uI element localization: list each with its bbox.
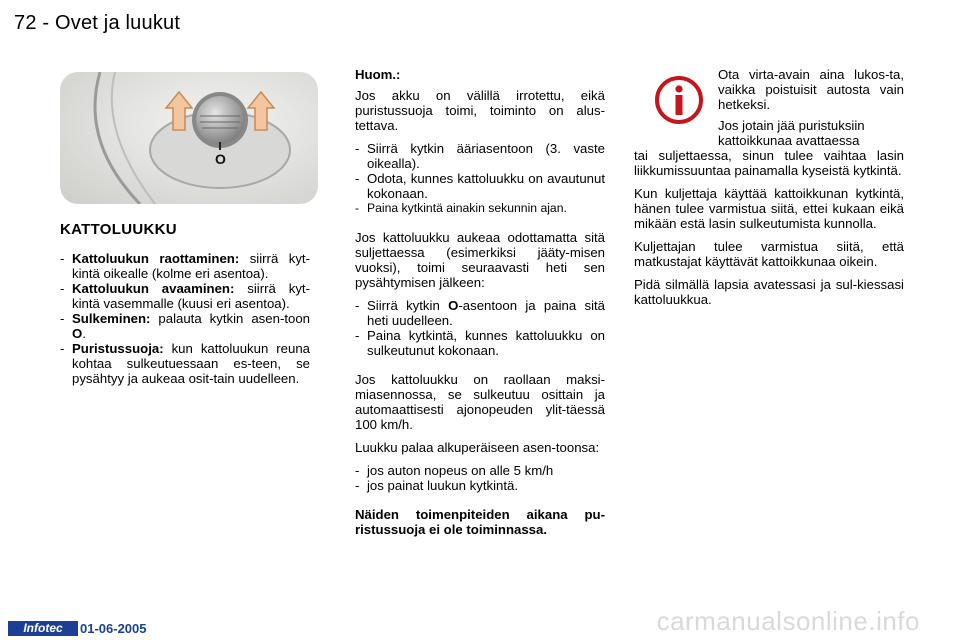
- item-text: siirrä kyt-kintä vasemmalle (kuusi eri asentoa).: [72, 281, 310, 311]
- watermark: carmanualsonline.info: [656, 606, 920, 636]
- list-item: - Puristussuoja: kun kattoluukun reuna kohtaa sulkeutuessaan es-teen, se pysähtyy ja aukeaa osit-tain uudelleen.: [60, 341, 310, 386]
- column-right: [634, 148, 904, 315]
- column-middle: [355, 67, 605, 545]
- list-item: - Odota, kunnes kattoluukku on avautunut kokonaan.: [355, 171, 605, 201]
- footer-date: 01-06-2005: [80, 621, 147, 636]
- paragraph: tai suljettaessa, sinun tulee vaihtaa lasin liikkumissuuntaa painamalla kyseistä kytkintä.: [634, 148, 904, 178]
- list-item: - Siirrä kytkin O-asentoon ja paina sitä heti uudelleen.: [355, 298, 606, 328]
- list-item: - Paina kytkintä, kunnes kattoluukku on sulkeutunut kokonaan.: [355, 328, 605, 358]
- list-item: - jos auton nopeus on alle 5 km/h: [355, 463, 554, 478]
- paragraph: Luukku palaa alkuperäiseen asen-toonsa:: [355, 440, 600, 455]
- item-text: kun kattoluukun reuna kohtaa sulkeutuessaan es-teen, se pysähtyy ja aukeaa osit-tain uudelleen.: [72, 341, 310, 386]
- info-text: kattoikkunaa avattaessa: [718, 133, 860, 148]
- paragraph: Jos kattoluukku aukeaa odottamatta sitä suljettaessa (esimerkiksi jääty-misen vuoksi), toimi seuraavasti heti sen pysähtymisen jälkeen:: [355, 230, 605, 290]
- knob-position-label: O: [215, 151, 226, 167]
- item-label: Kattoluukun avaaminen:: [72, 281, 235, 296]
- list-item: - Kattoluukun raottaminen: siirrä kyt-kintä oikealle (kolme eri asentoa).: [60, 251, 310, 281]
- list-item: - Sulkeminen: palauta kytkin asen-toon O.: [60, 311, 310, 341]
- info-text: Ota virta-avain aina lukos-ta, vaikka poistuisit autosta vain hetkeksi.: [718, 67, 904, 112]
- item-text: palauta kytkin asen-toon: [150, 311, 310, 326]
- paragraph: Jos kattoluukku on raollaan maksi-miasennossa, se sulkeutuu osittain ja automaattisesti ajonopeuden ylit-täessä 100 km/h.: [355, 372, 605, 432]
- list-item: - Kattoluukun avaaminen: siirrä kyt-kintä vasemmalle (kuusi eri asentoa).: [60, 281, 310, 311]
- item-label: Sulkeminen:: [72, 311, 151, 326]
- roof-switch-photo: [60, 72, 318, 204]
- paragraph: Pidä silmällä lapsia avatessasi ja sul-kiessasi kattoluukkua.: [634, 277, 904, 307]
- section-title: KATTOLUUKKU: [60, 221, 177, 238]
- warning-paragraph: Näiden toimenpiteiden aikana pu-ristussuoja ei ole toiminnassa.: [355, 507, 605, 537]
- list-item: - Paina kytkintä ainakin sekunnin ajan.: [355, 201, 567, 215]
- item-bold-end: O: [72, 326, 83, 341]
- item-label: Kattoluukun raottaminen:: [72, 251, 240, 266]
- item-label: Puristussuoja:: [72, 341, 164, 356]
- list-item: - Siirrä kytkin ääriasentoon (3. vaste oikealla).: [355, 141, 605, 171]
- paragraph: Kuljettajan tulee varmistua siitä, että matkustajat käyttävät kattoikkunaa oikein.: [634, 239, 904, 269]
- page-title: 72 - Ovet ja luukut: [14, 12, 181, 34]
- item-text: siirrä kyt-kintä oikealle (kolme eri asentoa).: [72, 251, 310, 281]
- note-title: Huom.:: [355, 67, 401, 82]
- list-item: - jos painat luukun kytkintä.: [355, 478, 519, 493]
- paragraph: Kun kuljettaja käyttää kattoikkunan kytkintä, hänen tulee varmistua siitä, ettei kukaan eikä mikään estä lasin sulkeutumista kunnolla.: [634, 186, 904, 231]
- column-left: [60, 222, 310, 386]
- info-icon: [654, 75, 704, 125]
- item-after: .: [82, 326, 86, 341]
- infotec-logo: Infotec: [8, 621, 78, 636]
- paragraph: Jos akku on välillä irrotettu, eikä puristussuoja toimi, toiminto on alus-tettava.: [355, 88, 605, 133]
- info-text: Jos jotain jää puristuksiin: [718, 118, 865, 133]
